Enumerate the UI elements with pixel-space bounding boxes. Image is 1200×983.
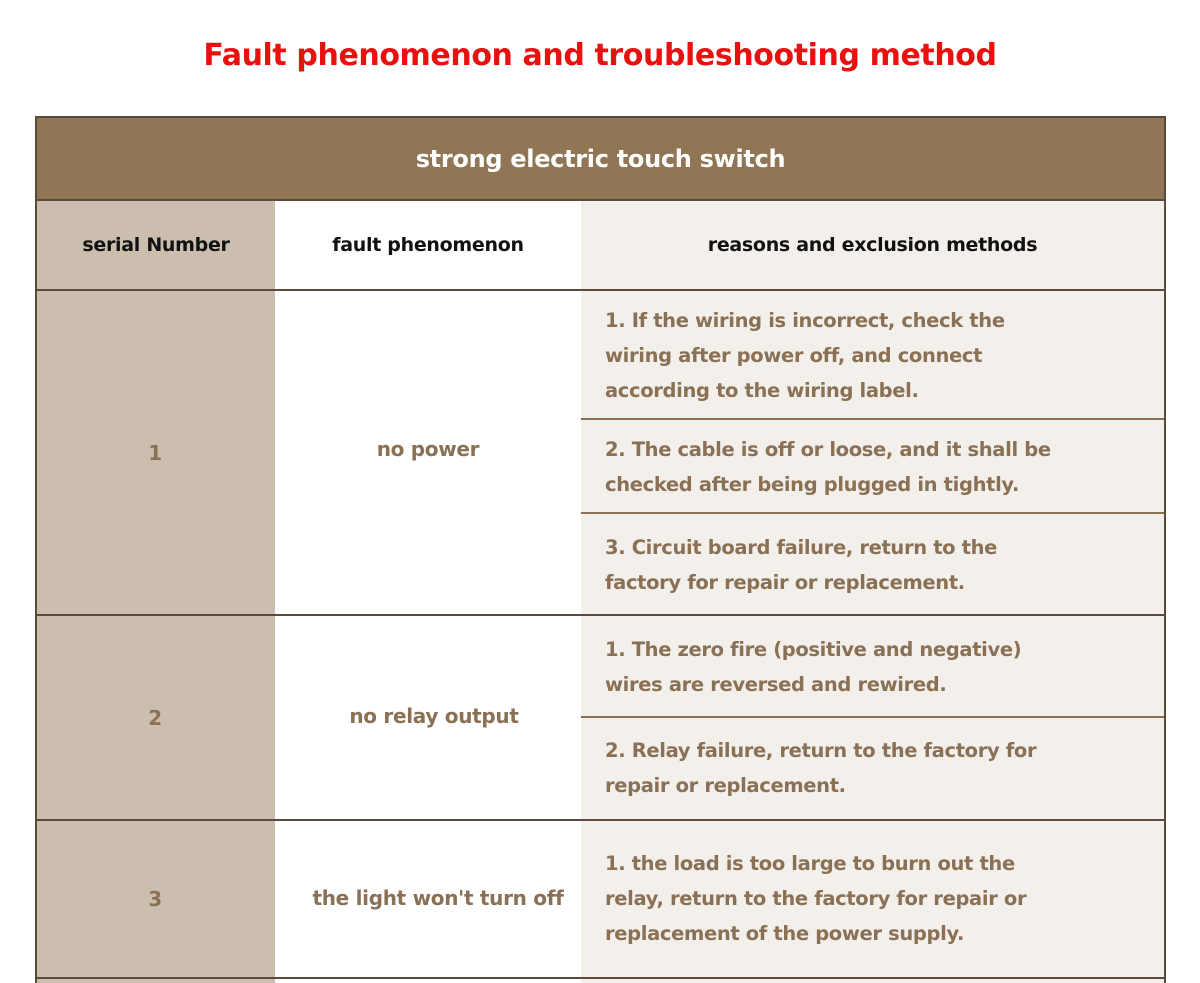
row-3-fault: the light won't turn off — [312, 886, 564, 910]
row-1-reason-3: 3. Circuit board failure, return to the factory for repair or replacement. — [605, 536, 998, 594]
row-3-reason-1: 1. the load is too large to burn out the relay, return to the factory for repair or replacement of the power supply. — [605, 851, 1027, 945]
page-title: Fault phenomenon and troubleshooting method — [203, 38, 997, 73]
table-banner: strong electric touch switch — [37, 116, 1164, 201]
row-2-serial: 2 — [148, 706, 162, 730]
header-reasons-methods: reasons and exclusion methods — [707, 234, 1038, 256]
header-fault-phenomenon: fault phenomenon — [332, 234, 524, 256]
row-1-reason-1: 1. If the wiring is incorrect, check the wiring after power off, and connect according to the wiring label. — [605, 309, 1005, 402]
row-divider — [37, 977, 1164, 979]
header-serial-number: serial Number — [82, 234, 230, 256]
row-2-reason-2: 2. Relay failure, return to the factory for repair or replacement. — [605, 739, 1037, 797]
row-1-fault: no power — [376, 437, 480, 461]
row-1-serial: 1 — [148, 441, 162, 465]
row-1-reason-2: 2. The cable is off or loose, and it shall be checked after being plugged in tightly. — [605, 438, 1051, 496]
row-2-fault: no relay output — [349, 704, 519, 728]
row-3-serial: 3 — [148, 887, 162, 911]
row-2-reason-1: 1. The zero fire (positive and negative) wires are reversed and rewired. — [605, 638, 1022, 696]
